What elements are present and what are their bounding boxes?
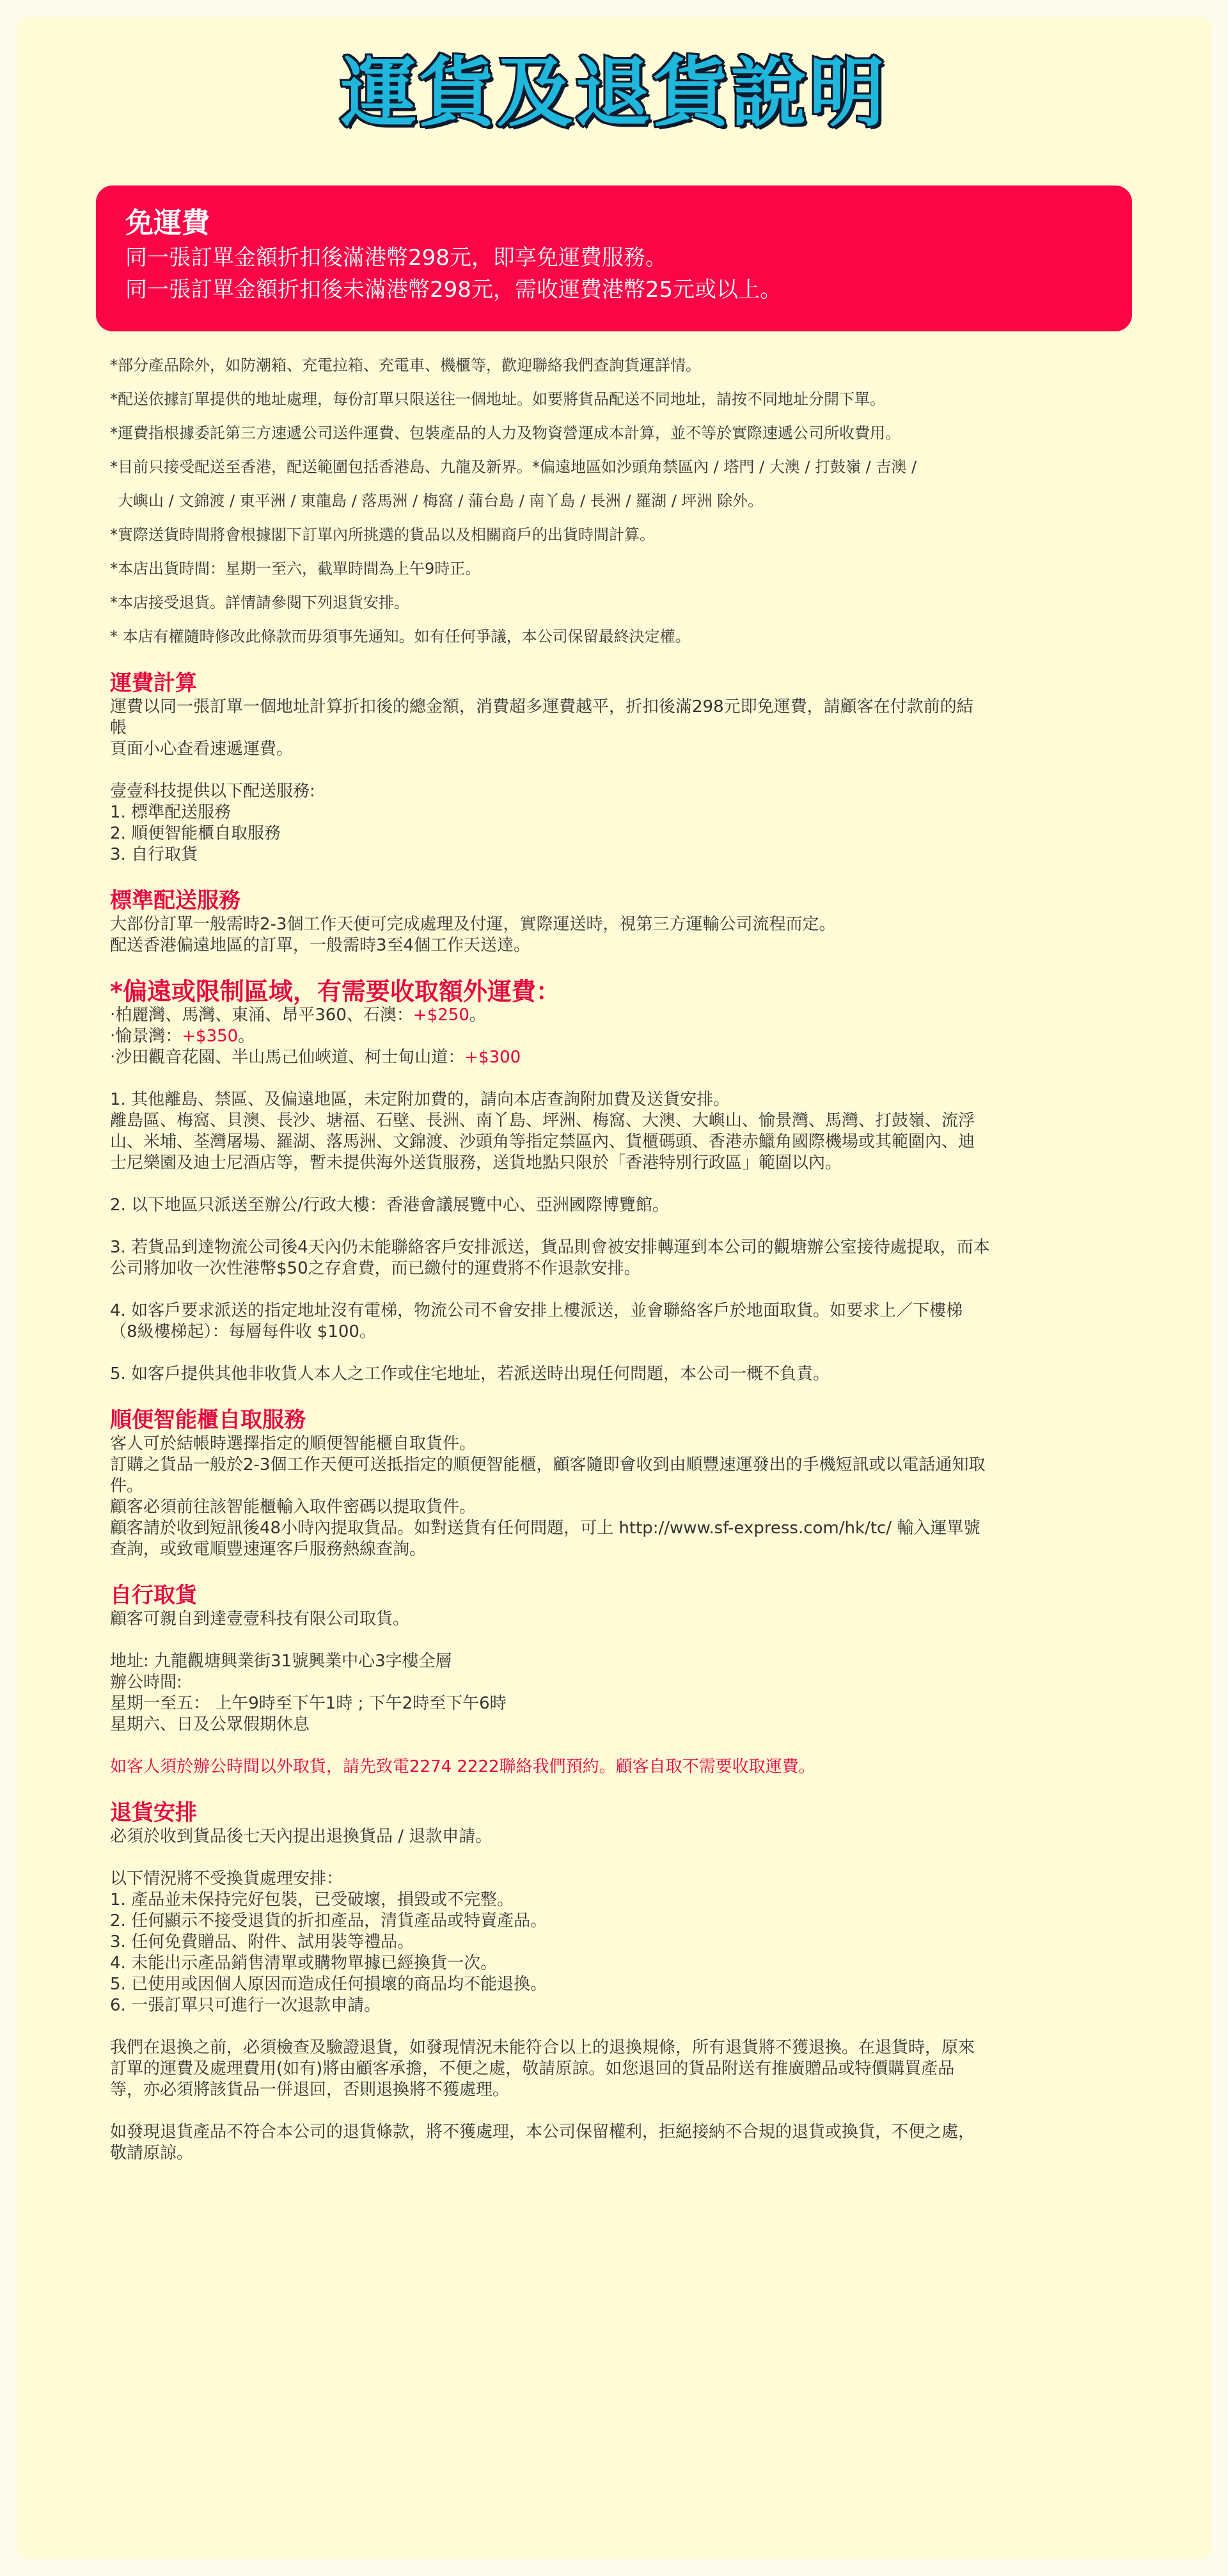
page-container	[17, 17, 1211, 2559]
section-heading: 運費計算	[110, 670, 197, 696]
condition-item: 4. 未能出示產品銷售清單或購物單據已經換貨一次。	[110, 1954, 498, 1973]
pickup-red-note: 如客人須於辦公時間以外取貨，請先致電2274 2222聯絡我們預約。顧客自取不需要收取運費。	[110, 1757, 815, 1776]
condition-item: 2. 任何顯示不接受退貨的折扣產品，清貨產品或特賣產品。	[110, 1911, 547, 1931]
free-shipping-box	[96, 186, 1132, 331]
services-intro: 壹壹科技提供以下配送服務:	[110, 782, 315, 801]
area-price: +$300	[464, 1048, 521, 1067]
free-shipping-line: 同一張訂單金額折扣後未滿港幣298元，需收運費港幣25元或以上。	[125, 277, 782, 303]
note-item: *配送依據訂單提供的地址處理，每份訂單只限送往一個地址。如要將貨品配送不同地址，請按不同地址分開下單。	[110, 390, 885, 408]
section-locker	[110, 1407, 1159, 1560]
paragraph-line: 顧客請於收到短訊後48小時內提取貨品。如對送貨有任何問題，可上 http://www.sf-express.com/hk/tc/ 輸入運單號	[110, 1519, 980, 1538]
section-self-pickup	[110, 1582, 1159, 1778]
area-label: ‧愉景灣：	[110, 1027, 182, 1046]
paragraph-line: 大部份訂單一般需時2-3個工作天便可完成處理及付運，實際運送時，視第三方運輸公司流程而定。	[110, 915, 836, 934]
paragraph-line: 如發現退貨產品不符合本公司的退貨條款，將不獲處理，本公司保留權利，拒絕接納不合規的退貨或換貨，不便之處，	[110, 2122, 975, 2142]
paragraph-line: 頁面小心查看速遞運費。	[110, 739, 294, 759]
paragraph-line: 配送香港偏遠地區的訂單，一般需時3至4個工作天送達。	[110, 936, 531, 955]
remote-area-item	[110, 1005, 1159, 1026]
service-item: 1. 標準配送服務	[110, 803, 232, 822]
paragraph-line: 山、米埔、荃灣屠場、羅湖、落馬洲、文錦渡、沙頭角等指定禁區內、貨櫃碼頭、香港赤鱲角國際機場或其範圍內、迪	[110, 1132, 975, 1151]
service-item: 2. 順便智能櫃自取服務	[110, 824, 281, 843]
condition-item: 6. 一張訂單只可進行一次退款申請。	[110, 1996, 381, 2015]
title-banner	[17, 49, 1211, 137]
area-label: ‧沙田觀音花園、半山馬己仙峽道、柯士甸山道：	[110, 1048, 465, 1067]
office-hours-line: 星期一至五： 上午9時至下午1時 ; 下午2時至下午6時	[110, 1694, 507, 1713]
paragraph-line: 運費以同一張訂單一個地址計算折扣後的總金額，消費超多運費越平，折扣後滿298元即免運費，請顧客在付款前的結	[110, 697, 973, 716]
section-returns	[110, 1799, 1159, 2164]
paragraph-line: 帳	[110, 718, 127, 738]
paragraph-line: 2. 以下地區只派送至辦公/行政大樓：香港會議展覽中心、亞洲國際博覽館。	[110, 1196, 669, 1215]
section-standard-delivery	[110, 887, 1159, 956]
section-heading: 順便智能櫃自取服務	[110, 1407, 306, 1433]
section-shipping-calc	[110, 670, 1159, 865]
note-item: *本店出貨時間：星期一至六，截單時間為上午9時正。	[110, 560, 481, 578]
section-remote-areas	[110, 978, 1159, 1385]
paragraph-line: 4. 如客戶要求派送的指定地址沒有電梯，物流公司不會安排上樓派送，並會聯絡客戶於地面取貨。如要求上／下樓梯	[110, 1301, 963, 1320]
paragraph-line: 5. 如客戶提供其他非收貨人本人之工作或住宅地址，若派送時出現任何問題，本公司一概不負責。	[110, 1364, 830, 1384]
address-line: 地址: 九龍觀塘興業街31號興業中心3字樓全層	[110, 1652, 452, 1671]
section-heading: 自行取貨	[110, 1583, 197, 1608]
free-shipping-heading: 免運費	[125, 207, 210, 239]
condition-item: 5. 已使用或因個人原因而造成任何損壞的商品均不能退換。	[110, 1975, 547, 1994]
free-shipping-line: 同一張訂單金額折扣後滿港幣298元，即享免運費服務。	[125, 245, 667, 271]
note-item: 大嶼山 / 文錦渡 / 東平洲 / 東龍島 / 落馬洲 / 梅窩 / 蒲台島 / 南丫島 / 長洲 / 羅湖 / 坪洲 除外。	[118, 492, 764, 510]
paragraph-line: 等，亦必須將該貨品一併退回，否則退換將不獲處理。	[110, 2080, 510, 2099]
note-item: *目前只接受配送至香港，配送範圍包括香港島、九龍及新界。*偏遠地區如沙頭角禁區內 / 塔門 / 大澳 / 打鼓嶺 / 吉澳 /	[110, 458, 917, 476]
remote-area-item	[110, 1026, 1159, 1047]
service-item: 3. 自行取貨	[110, 845, 198, 864]
remote-area-item	[110, 1047, 1159, 1068]
paragraph-line: 件。	[110, 1476, 144, 1496]
page-title: 運貨及退貨說明	[340, 49, 887, 137]
paragraph-line: 必須於收到貨品後七天內提出退換貨品 / 退款申請。	[110, 1827, 492, 1846]
section-heading: 標準配送服務	[110, 888, 240, 913]
paragraph-line: （8級樓梯起）：每層每件收 $100。	[110, 1322, 376, 1341]
area-suffix: 。	[238, 1027, 255, 1046]
paragraph-line: 我們在退換之前，必須檢查及驗證退貨，如發現情況未能符合以上的退換規條，所有退貨將不獲退換。在退貨時，原來	[110, 2038, 975, 2057]
paragraph-line: 訂單的運費及處理費用(如有)將由顧客承擔，不便之處，敬請原諒。如您退回的貨品附送有推廣贈品或特價購買產品	[110, 2059, 955, 2078]
paragraph-line: 離島區、梅窩、貝澳、長沙、塘福、石壁、長洲、南丫島、坪洲、梅窩、大澳、大嶼山、愉景灣、馬灣、打鼓嶺、流浮	[110, 1111, 975, 1130]
condition-item: 3. 任何免費贈品、附件、試用裝等禮品。	[110, 1932, 414, 1952]
area-price: +$350	[182, 1027, 239, 1046]
paragraph-line: 公司將加收一次性港幣$50之存倉費，而已繳付的運費將不作退款安排。	[110, 1259, 641, 1278]
paragraph-line: 顧客必須前往該智能櫃輸入取件密碼以提取貨件。	[110, 1497, 476, 1517]
paragraph-line: 1. 其他離島、禁區、及偏遠地區，未定附加費的，請向本店查詢附加費及送貨安排。	[110, 1090, 730, 1109]
paragraph-line: 顧客可親自到達壹壹科技有限公司取貨。	[110, 1609, 410, 1629]
note-item: *運費指根據委託第三方速遞公司送件運費、包裝產品的人力及物資營運成本計算，並不等於實際速遞公司所收費用。	[110, 424, 901, 442]
area-price: +$250	[413, 1006, 469, 1025]
conditions-intro: 以下情況將不受換貨處理安排：	[110, 1869, 343, 1888]
condition-item: 1. 產品並未保持完好包裝，已受破壞，損毀或不完整。	[110, 1890, 514, 1909]
paragraph-line: 訂購之貨品一般於2-3個工作天便可送抵指定的順便智能櫃，顧客隨即會收到由順豐速運發出的手機短訊或以電話通知取	[110, 1455, 986, 1474]
paragraph-line: 客人可於結帳時選擇指定的順便智能櫃自取貨件。	[110, 1434, 476, 1453]
notes-list	[110, 354, 1159, 648]
office-hours-label: 辦公時間:	[110, 1673, 182, 1692]
paragraph-line: 3. 若貨品到達物流公司後4天內仍未能聯絡客戶安排派送，貨品則會被安排轉運到本公司的觀塘辦公室接待處提取，而本	[110, 1238, 990, 1257]
paragraph-line: 敬請原諒。	[110, 2144, 194, 2163]
note-item: *部分產品除外，如防潮箱、充電拉箱、充電車、機櫃等，歡迎聯絡我們查詢貨運詳情。	[110, 356, 701, 374]
paragraph-line: 士尼樂園及迪士尼酒店等，暫未提供海外送貨服務，送貨地點只限於「香港特別行政區」範圍以內。	[110, 1153, 842, 1173]
area-label: ‧柏麗灣、馬灣、東涌、昂平360、石澳：	[110, 1006, 413, 1025]
section-heading: *偏遠或限制區域，有需要收取額外運費：	[110, 977, 560, 1006]
note-item: * 本店有權隨時修改此條款而毋須事先通知。如有任何爭議，本公司保留最終決定權。	[110, 628, 691, 645]
area-suffix: 。	[469, 1006, 486, 1025]
section-heading: 退貨安排	[110, 1800, 197, 1826]
policy-content	[110, 354, 1159, 2164]
note-item: *本店接受退貨。詳情請參閱下列退貨安排。	[110, 594, 409, 612]
paragraph-line: 查詢，或致電順豐速運客戶服務熱線查詢。	[110, 1540, 427, 1559]
office-hours-line: 星期六、日及公眾假期休息	[110, 1715, 310, 1734]
note-item: *實際送貨時間將會根據閣下訂單內所挑選的貨品以及相關商戶的出貨時間計算。	[110, 526, 655, 544]
